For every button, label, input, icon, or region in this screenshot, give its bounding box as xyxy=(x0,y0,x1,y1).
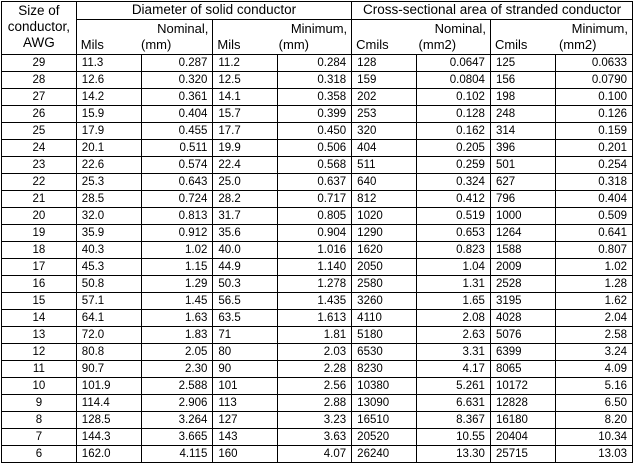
table-row xyxy=(2,191,633,208)
awg-cell: 9 xyxy=(2,395,77,412)
awg-cell: 13 xyxy=(2,327,77,344)
stranded-nominal-mm2-cell: 0.653 xyxy=(417,225,491,242)
stranded-minimum-mm2-cell: 2.58 xyxy=(555,327,632,344)
solid-nominal-mils-cell: 64.1 xyxy=(76,310,141,327)
stranded-minimum-cmils-cell: 1588 xyxy=(490,242,555,259)
stranded-minimum-mm2-cell: 13.03 xyxy=(555,446,632,463)
solid-nominal-mm-cell: 0.361 xyxy=(141,89,213,106)
stranded-nominal-mm2-cell: 0.823 xyxy=(417,242,491,259)
solid-nominal-mm-cell: 0.643 xyxy=(141,174,213,191)
stranded-minimum-cmils-cell: 3195 xyxy=(490,293,555,310)
awg-cell: 17 xyxy=(2,259,77,276)
stranded-minimum-mm2-cell: 0.254 xyxy=(555,157,632,174)
stranded-nominal-cmils-cell: 511 xyxy=(352,157,417,174)
stranded-nominal-header xyxy=(352,20,491,55)
solid-nominal-mils-cell: 14.2 xyxy=(76,89,141,106)
awg-cell: 6 xyxy=(2,446,77,463)
solid-nominal-mils-cell: 90.7 xyxy=(76,361,141,378)
size-header xyxy=(2,2,77,55)
stranded-nominal-mm2-cell: 0.205 xyxy=(417,140,491,157)
solid-nominal-mm-cell: 2.05 xyxy=(141,344,213,361)
unit-label: Mils xyxy=(80,37,104,52)
solid-nominal-mm-cell: 1.15 xyxy=(141,259,213,276)
stranded-nominal-cmils-cell: 20520 xyxy=(352,429,417,446)
stranded-minimum-cmils-cell: 10172 xyxy=(490,378,555,395)
header-title: Nominal, xyxy=(434,21,486,36)
stranded-minimum-mm2-cell: 0.159 xyxy=(555,123,632,140)
solid-minimum-header xyxy=(213,20,352,55)
solid-minimum-mils-cell: 31.7 xyxy=(213,208,278,225)
stranded-nominal-cmils-cell: 1290 xyxy=(352,225,417,242)
solid-minimum-mils-cell: 50.3 xyxy=(213,276,278,293)
solid-minimum-mils-cell: 80 xyxy=(213,344,278,361)
stranded-nominal-cmils-cell: 16510 xyxy=(352,412,417,429)
solid-minimum-mils-cell: 56.5 xyxy=(213,293,278,310)
solid-minimum-mm-cell: 4.07 xyxy=(278,446,352,463)
table-row xyxy=(2,225,633,242)
stranded-minimum-cmils-cell: 796 xyxy=(490,191,555,208)
stranded-minimum-mm2-cell: 0.126 xyxy=(555,106,632,123)
solid-minimum-mm-cell: 1.278 xyxy=(278,276,352,293)
stranded-minimum-cmils-cell: 125 xyxy=(490,55,555,72)
solid-nominal-mm-cell: 0.574 xyxy=(141,157,213,174)
awg-cell: 22 xyxy=(2,174,77,191)
awg-cell: 7 xyxy=(2,429,77,446)
solid-nominal-mils-cell: 25.3 xyxy=(76,174,141,191)
stranded-minimum-mm2-cell: 6.50 xyxy=(555,395,632,412)
stranded-nominal-cmils-cell: 404 xyxy=(352,140,417,157)
solid-minimum-mm-cell: 1.613 xyxy=(278,310,352,327)
stranded-minimum-cmils-cell: 156 xyxy=(490,72,555,89)
solid-nominal-mils-cell: 17.9 xyxy=(76,123,141,140)
solid-nominal-mm-cell: 1.29 xyxy=(141,276,213,293)
stranded-nominal-mm2-cell: 2.08 xyxy=(417,310,491,327)
solid-minimum-mils-cell: 22.4 xyxy=(213,157,278,174)
solid-nominal-mm-cell: 3.264 xyxy=(141,412,213,429)
awg-cell: 26 xyxy=(2,106,77,123)
solid-nominal-header xyxy=(76,20,213,55)
solid-minimum-mils-cell: 143 xyxy=(213,429,278,446)
solid-nominal-mm-cell: 1.63 xyxy=(141,310,213,327)
stranded-nominal-mm2-cell: 2.63 xyxy=(417,327,491,344)
stranded-minimum-mm2-cell: 0.0633 xyxy=(555,55,632,72)
awg-cell: 8 xyxy=(2,412,77,429)
stranded-minimum-mm2-cell: 0.404 xyxy=(555,191,632,208)
solid-nominal-mils-cell: 144.3 xyxy=(76,429,141,446)
solid-nominal-mils-cell: 101.9 xyxy=(76,378,141,395)
solid-minimum-mm-cell: 2.28 xyxy=(278,361,352,378)
table-body xyxy=(2,55,633,463)
stranded-minimum-mm2-cell: 1.02 xyxy=(555,259,632,276)
stranded-nominal-cmils-cell: 159 xyxy=(352,72,417,89)
solid-minimum-mm-cell: 0.506 xyxy=(278,140,352,157)
solid-minimum-mm-cell: 1.81 xyxy=(278,327,352,344)
stranded-minimum-cmils-cell: 5076 xyxy=(490,327,555,344)
solid-nominal-mils-cell: 12.6 xyxy=(76,72,141,89)
stranded-minimum-cmils-cell: 501 xyxy=(490,157,555,174)
stranded-nominal-cmils-cell: 2580 xyxy=(352,276,417,293)
solid-minimum-mils-cell: 19.9 xyxy=(213,140,278,157)
solid-minimum-mils-cell: 11.2 xyxy=(213,55,278,72)
stranded-minimum-mm2-cell: 0.201 xyxy=(555,140,632,157)
stranded-nominal-cmils-cell: 5180 xyxy=(352,327,417,344)
solid-minimum-mm-cell: 0.450 xyxy=(278,123,352,140)
solid-nominal-mils-cell: 40.3 xyxy=(76,242,141,259)
stranded-minimum-cmils-cell: 20404 xyxy=(490,429,555,446)
awg-cell: 16 xyxy=(2,276,77,293)
table-row xyxy=(2,327,633,344)
solid-nominal-mm-cell: 2.588 xyxy=(141,378,213,395)
solid-minimum-mils-cell: 160 xyxy=(213,446,278,463)
solid-minimum-mils-cell: 40.0 xyxy=(213,242,278,259)
solid-nominal-mils-cell: 28.5 xyxy=(76,191,141,208)
solid-nominal-mm-cell: 0.455 xyxy=(141,123,213,140)
stranded-minimum-cmils-cell: 198 xyxy=(490,89,555,106)
stranded-nominal-mm2-cell: 0.412 xyxy=(417,191,491,208)
solid-minimum-mils-cell: 63.5 xyxy=(213,310,278,327)
solid-nominal-mils-cell: 22.6 xyxy=(76,157,141,174)
stranded-nominal-mm2-cell: 0.0804 xyxy=(417,72,491,89)
solid-minimum-mils-cell: 127 xyxy=(213,412,278,429)
awg-cell: 15 xyxy=(2,293,77,310)
stranded-minimum-cmils-cell: 4028 xyxy=(490,310,555,327)
table-row xyxy=(2,72,633,89)
solid-minimum-mm-cell: 3.63 xyxy=(278,429,352,446)
awg-cell: 29 xyxy=(2,55,77,72)
table-row xyxy=(2,293,633,310)
stranded-area-header: Cross-sectional area of stranded conductor xyxy=(352,2,633,20)
solid-minimum-mils-cell: 35.6 xyxy=(213,225,278,242)
stranded-minimum-mm2-cell: 0.0790 xyxy=(555,72,632,89)
solid-minimum-mils-cell: 90 xyxy=(213,361,278,378)
table-row xyxy=(2,378,633,395)
awg-cell: 20 xyxy=(2,208,77,225)
stranded-nominal-cmils-cell: 6530 xyxy=(352,344,417,361)
awg-cell: 28 xyxy=(2,72,77,89)
solid-minimum-mils-cell: 113 xyxy=(213,395,278,412)
stranded-minimum-mm2-cell: 10.34 xyxy=(555,429,632,446)
header-title: Minimum, xyxy=(571,21,628,36)
stranded-nominal-cmils-cell: 26240 xyxy=(352,446,417,463)
solid-minimum-mils-cell: 44.9 xyxy=(213,259,278,276)
stranded-minimum-cmils-cell: 25715 xyxy=(490,446,555,463)
solid-minimum-mils-cell: 28.2 xyxy=(213,191,278,208)
table-row xyxy=(2,344,633,361)
stranded-nominal-mm2-cell: 0.102 xyxy=(417,89,491,106)
stranded-minimum-mm2-cell: 0.318 xyxy=(555,174,632,191)
solid-minimum-mm-cell: 0.637 xyxy=(278,174,352,191)
stranded-minimum-cmils-cell: 314 xyxy=(490,123,555,140)
stranded-nominal-cmils-cell: 640 xyxy=(352,174,417,191)
stranded-minimum-mm2-cell: 1.62 xyxy=(555,293,632,310)
size-header-line3: AWG xyxy=(23,35,55,50)
unit-label: Cmils xyxy=(494,37,528,52)
stranded-minimum-header xyxy=(490,20,632,55)
awg-cell: 24 xyxy=(2,140,77,157)
awg-cell: 10 xyxy=(2,378,77,395)
solid-minimum-mils-cell: 15.7 xyxy=(213,106,278,123)
table-row xyxy=(2,259,633,276)
stranded-nominal-mm2-cell: 0.162 xyxy=(417,123,491,140)
stranded-nominal-cmils-cell: 202 xyxy=(352,89,417,106)
solid-nominal-mm-cell: 0.287 xyxy=(141,55,213,72)
awg-cell: 14 xyxy=(2,310,77,327)
size-header-line2: conductor, xyxy=(7,19,71,34)
table-row xyxy=(2,157,633,174)
stranded-nominal-cmils-cell: 13090 xyxy=(352,395,417,412)
stranded-nominal-mm2-cell: 10.55 xyxy=(417,429,491,446)
solid-nominal-mils-cell: 20.1 xyxy=(76,140,141,157)
awg-cell: 23 xyxy=(2,157,77,174)
solid-nominal-mm-cell: 1.83 xyxy=(141,327,213,344)
awg-cell: 25 xyxy=(2,123,77,140)
solid-nominal-mils-cell: 50.8 xyxy=(76,276,141,293)
solid-nominal-mm-cell: 0.511 xyxy=(141,140,213,157)
stranded-minimum-cmils-cell: 2009 xyxy=(490,259,555,276)
stranded-nominal-cmils-cell: 253 xyxy=(352,106,417,123)
stranded-minimum-mm2-cell: 4.09 xyxy=(555,361,632,378)
solid-nominal-mils-cell: 57.1 xyxy=(76,293,141,310)
stranded-nominal-cmils-cell: 2050 xyxy=(352,259,417,276)
awg-conductor-table xyxy=(1,1,633,463)
stranded-minimum-cmils-cell: 248 xyxy=(490,106,555,123)
solid-nominal-mm-cell: 2.906 xyxy=(141,395,213,412)
unit-label: (mm2) xyxy=(418,37,457,52)
stranded-nominal-mm2-cell: 0.0647 xyxy=(417,55,491,72)
table-row xyxy=(2,140,633,157)
solid-minimum-mm-cell: 3.23 xyxy=(278,412,352,429)
solid-diameter-header: Diameter of solid conductor xyxy=(76,2,351,20)
solid-minimum-mm-cell: 0.717 xyxy=(278,191,352,208)
solid-nominal-mm-cell: 0.912 xyxy=(141,225,213,242)
solid-minimum-mm-cell: 0.318 xyxy=(278,72,352,89)
solid-nominal-mm-cell: 1.02 xyxy=(141,242,213,259)
solid-minimum-mils-cell: 25.0 xyxy=(213,174,278,191)
solid-minimum-mm-cell: 0.358 xyxy=(278,89,352,106)
solid-minimum-mils-cell: 14.1 xyxy=(213,89,278,106)
unit-label: Cmils xyxy=(356,37,389,52)
solid-nominal-mils-cell: 35.9 xyxy=(76,225,141,242)
unit-label: (mm2) xyxy=(558,37,597,52)
stranded-minimum-cmils-cell: 12828 xyxy=(490,395,555,412)
stranded-nominal-mm2-cell: 0.324 xyxy=(417,174,491,191)
table-row xyxy=(2,276,633,293)
stranded-nominal-cmils-cell: 3260 xyxy=(352,293,417,310)
solid-minimum-mm-cell: 2.56 xyxy=(278,378,352,395)
solid-nominal-mm-cell: 2.30 xyxy=(141,361,213,378)
stranded-nominal-cmils-cell: 128 xyxy=(352,55,417,72)
stranded-minimum-mm2-cell: 0.641 xyxy=(555,225,632,242)
header-title: Nominal, xyxy=(157,21,209,36)
awg-cell: 12 xyxy=(2,344,77,361)
solid-nominal-mm-cell: 0.724 xyxy=(141,191,213,208)
stranded-nominal-mm2-cell: 0.128 xyxy=(417,106,491,123)
solid-nominal-mils-cell: 45.3 xyxy=(76,259,141,276)
table-row xyxy=(2,242,633,259)
solid-nominal-mm-cell: 4.115 xyxy=(141,446,213,463)
stranded-nominal-cmils-cell: 812 xyxy=(352,191,417,208)
stranded-nominal-cmils-cell: 10380 xyxy=(352,378,417,395)
solid-minimum-mm-cell: 0.284 xyxy=(278,55,352,72)
solid-minimum-mm-cell: 0.805 xyxy=(278,208,352,225)
table-row xyxy=(2,55,633,72)
stranded-nominal-mm2-cell: 4.17 xyxy=(417,361,491,378)
stranded-nominal-mm2-cell: 3.31 xyxy=(417,344,491,361)
solid-nominal-mils-cell: 32.0 xyxy=(76,208,141,225)
stranded-nominal-mm2-cell: 13.30 xyxy=(417,446,491,463)
stranded-minimum-cmils-cell: 1264 xyxy=(490,225,555,242)
stranded-minimum-cmils-cell: 1000 xyxy=(490,208,555,225)
stranded-minimum-mm2-cell: 5.16 xyxy=(555,378,632,395)
table-row xyxy=(2,174,633,191)
solid-nominal-mm-cell: 0.813 xyxy=(141,208,213,225)
stranded-nominal-mm2-cell: 6.631 xyxy=(417,395,491,412)
stranded-minimum-cmils-cell: 6399 xyxy=(490,344,555,361)
awg-cell: 21 xyxy=(2,191,77,208)
solid-minimum-mils-cell: 12.5 xyxy=(213,72,278,89)
table-row xyxy=(2,429,633,446)
stranded-nominal-cmils-cell: 1020 xyxy=(352,208,417,225)
unit-label: (mm) xyxy=(140,37,172,52)
stranded-nominal-mm2-cell: 0.259 xyxy=(417,157,491,174)
stranded-nominal-mm2-cell: 1.04 xyxy=(417,259,491,276)
size-header-line1: Size of xyxy=(18,3,60,18)
table-row xyxy=(2,89,633,106)
stranded-minimum-cmils-cell: 8065 xyxy=(490,361,555,378)
stranded-minimum-cmils-cell: 16180 xyxy=(490,412,555,429)
header-title: Minimum, xyxy=(290,21,348,36)
solid-minimum-mm-cell: 0.399 xyxy=(278,106,352,123)
stranded-nominal-mm2-cell: 5.261 xyxy=(417,378,491,395)
solid-nominal-mils-cell: 114.4 xyxy=(76,395,141,412)
solid-nominal-mils-cell: 11.3 xyxy=(76,55,141,72)
table-row xyxy=(2,446,633,463)
solid-minimum-mm-cell: 0.568 xyxy=(278,157,352,174)
stranded-nominal-mm2-cell: 8.367 xyxy=(417,412,491,429)
stranded-minimum-mm2-cell: 0.807 xyxy=(555,242,632,259)
solid-nominal-mils-cell: 72.0 xyxy=(76,327,141,344)
awg-cell: 11 xyxy=(2,361,77,378)
table-row xyxy=(2,361,633,378)
solid-nominal-mm-cell: 0.320 xyxy=(141,72,213,89)
stranded-nominal-cmils-cell: 4110 xyxy=(352,310,417,327)
solid-minimum-mm-cell: 1.435 xyxy=(278,293,352,310)
awg-cell: 19 xyxy=(2,225,77,242)
solid-nominal-mm-cell: 3.665 xyxy=(141,429,213,446)
stranded-nominal-mm2-cell: 1.31 xyxy=(417,276,491,293)
table-row xyxy=(2,208,633,225)
awg-cell: 18 xyxy=(2,242,77,259)
solid-minimum-mm-cell: 1.140 xyxy=(278,259,352,276)
stranded-nominal-cmils-cell: 320 xyxy=(352,123,417,140)
solid-minimum-mm-cell: 0.904 xyxy=(278,225,352,242)
table-row xyxy=(2,123,633,140)
solid-nominal-mils-cell: 15.9 xyxy=(76,106,141,123)
stranded-minimum-cmils-cell: 2528 xyxy=(490,276,555,293)
awg-cell: 27 xyxy=(2,89,77,106)
solid-minimum-mils-cell: 71 xyxy=(213,327,278,344)
stranded-nominal-mm2-cell: 1.65 xyxy=(417,293,491,310)
stranded-minimum-mm2-cell: 0.100 xyxy=(555,89,632,106)
stranded-minimum-mm2-cell: 1.28 xyxy=(555,276,632,293)
table-row xyxy=(2,412,633,429)
stranded-minimum-mm2-cell: 2.04 xyxy=(555,310,632,327)
solid-minimum-mils-cell: 101 xyxy=(213,378,278,395)
stranded-nominal-cmils-cell: 1620 xyxy=(352,242,417,259)
solid-nominal-mm-cell: 0.404 xyxy=(141,106,213,123)
stranded-nominal-mm2-cell: 0.519 xyxy=(417,208,491,225)
solid-nominal-mils-cell: 128.5 xyxy=(76,412,141,429)
solid-minimum-mm-cell: 2.03 xyxy=(278,344,352,361)
stranded-minimum-cmils-cell: 396 xyxy=(490,140,555,157)
unit-label: (mm) xyxy=(278,37,309,52)
table-row xyxy=(2,106,633,123)
stranded-minimum-mm2-cell: 0.509 xyxy=(555,208,632,225)
unit-label: Mils xyxy=(217,37,241,52)
stranded-minimum-cmils-cell: 627 xyxy=(490,174,555,191)
table-row xyxy=(2,395,633,412)
stranded-minimum-mm2-cell: 8.20 xyxy=(555,412,632,429)
solid-minimum-mils-cell: 17.7 xyxy=(213,123,278,140)
stranded-minimum-mm2-cell: 3.24 xyxy=(555,344,632,361)
solid-nominal-mm-cell: 1.45 xyxy=(141,293,213,310)
table-row xyxy=(2,310,633,327)
solid-minimum-mm-cell: 2.88 xyxy=(278,395,352,412)
solid-minimum-mm-cell: 1.016 xyxy=(278,242,352,259)
solid-nominal-mils-cell: 80.8 xyxy=(76,344,141,361)
stranded-nominal-cmils-cell: 8230 xyxy=(352,361,417,378)
solid-nominal-mils-cell: 162.0 xyxy=(76,446,141,463)
